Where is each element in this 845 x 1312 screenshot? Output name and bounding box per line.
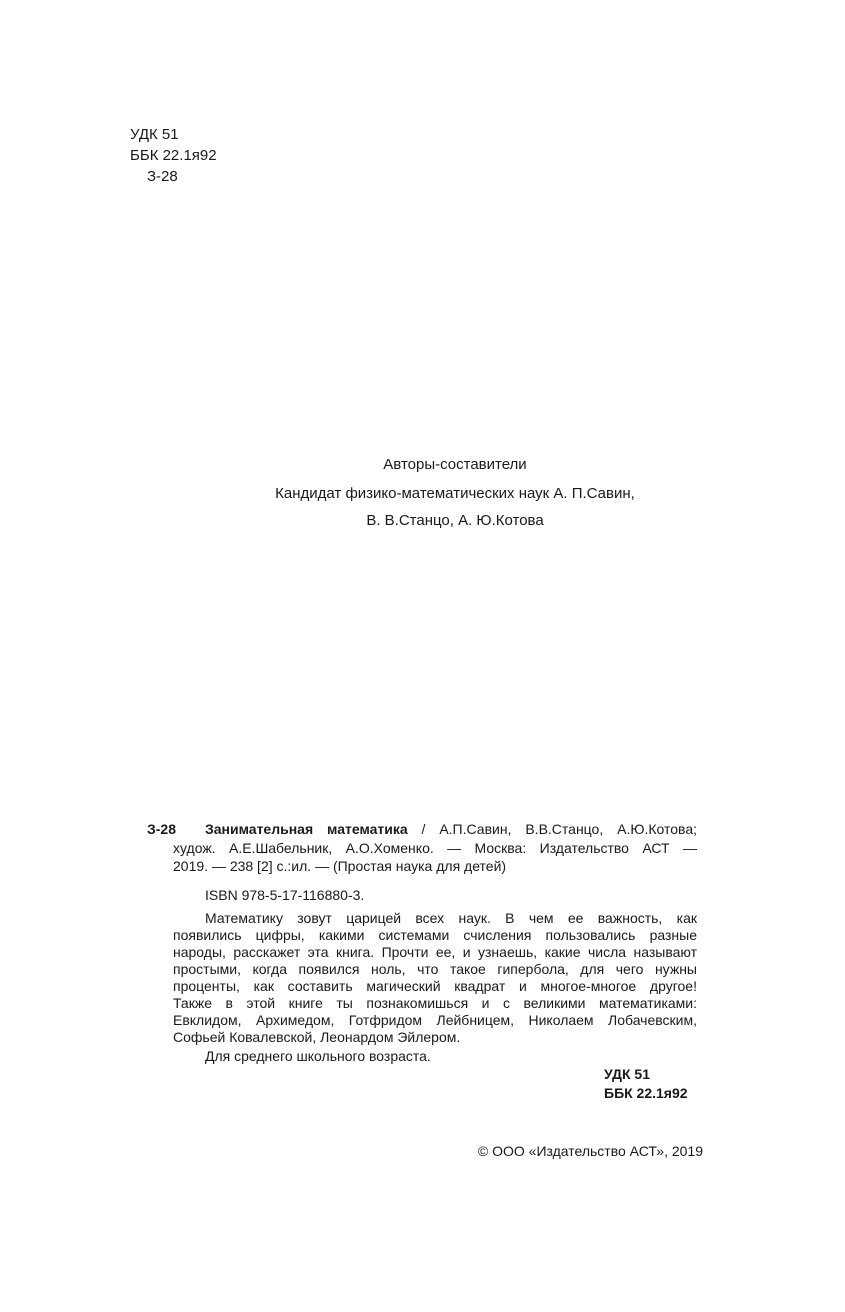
biblio-line-1	[205, 821, 697, 838]
copyright: © ООО «Издательство АСТ», 2019	[477, 1143, 703, 1159]
abstract-line: Евклидом, Архимедом, Готфридом Лейбницем, Николаем Лобачевским,	[173, 1012, 697, 1028]
authors-heading: Авторы-составители	[383, 456, 527, 473]
biblio-line-3: 2019. — 238 [2] с.:ил. — (Простая наука для детей)	[173, 858, 507, 874]
abstract-line: Математику зовут царицей всех наук. В чем ее важность, как	[205, 910, 697, 926]
abstract-line: проценты, как составить магический квадрат и многое-многое другое!	[173, 978, 697, 994]
abstract-line: простыми, когда появился ноль, что такое гипербола, для чего нужны	[173, 961, 697, 977]
biblio-line-2: худож. А.Е.Шабельник, А.О.Хоменко. — Москва: Издательство АСТ —	[173, 840, 697, 856]
age-rating: Для среднего школьного возраста.	[205, 1048, 431, 1064]
isbn: ISBN 978-5-17-116880-3.	[205, 887, 365, 903]
author-mark-header: З-28	[147, 168, 178, 185]
book-title: Занимательная математика	[205, 821, 408, 837]
authors-line-1: Кандидат физико-математических наук А. П.Савин,	[275, 485, 635, 502]
abstract-line: Софьей Ковалевской, Леонардом Эйлером.	[173, 1029, 461, 1045]
abstract-line: народы, расскажет эта книга. Прочти ее, и узнаешь, какие числа называют	[173, 944, 697, 960]
udk-header: УДК 51	[130, 126, 179, 143]
authors-line-2: В. В.Станцо, А. Ю.Котова	[366, 512, 544, 529]
abstract-line: появились цифры, какими системами счисления пользовались разные	[173, 927, 697, 943]
bbk-footer: ББК 22.1я92	[604, 1085, 688, 1101]
bbk-header: ББК 22.1я92	[130, 147, 217, 164]
udk-footer: УДК 51	[604, 1066, 650, 1082]
biblio-code: З-28	[147, 821, 177, 837]
biblio-line-1-rest: / А.П.Савин, В.В.Станцо, А.Ю.Котова;	[407, 821, 697, 837]
abstract-line: Также в этой книге ты познакомишься и с великими математиками:	[173, 995, 697, 1011]
